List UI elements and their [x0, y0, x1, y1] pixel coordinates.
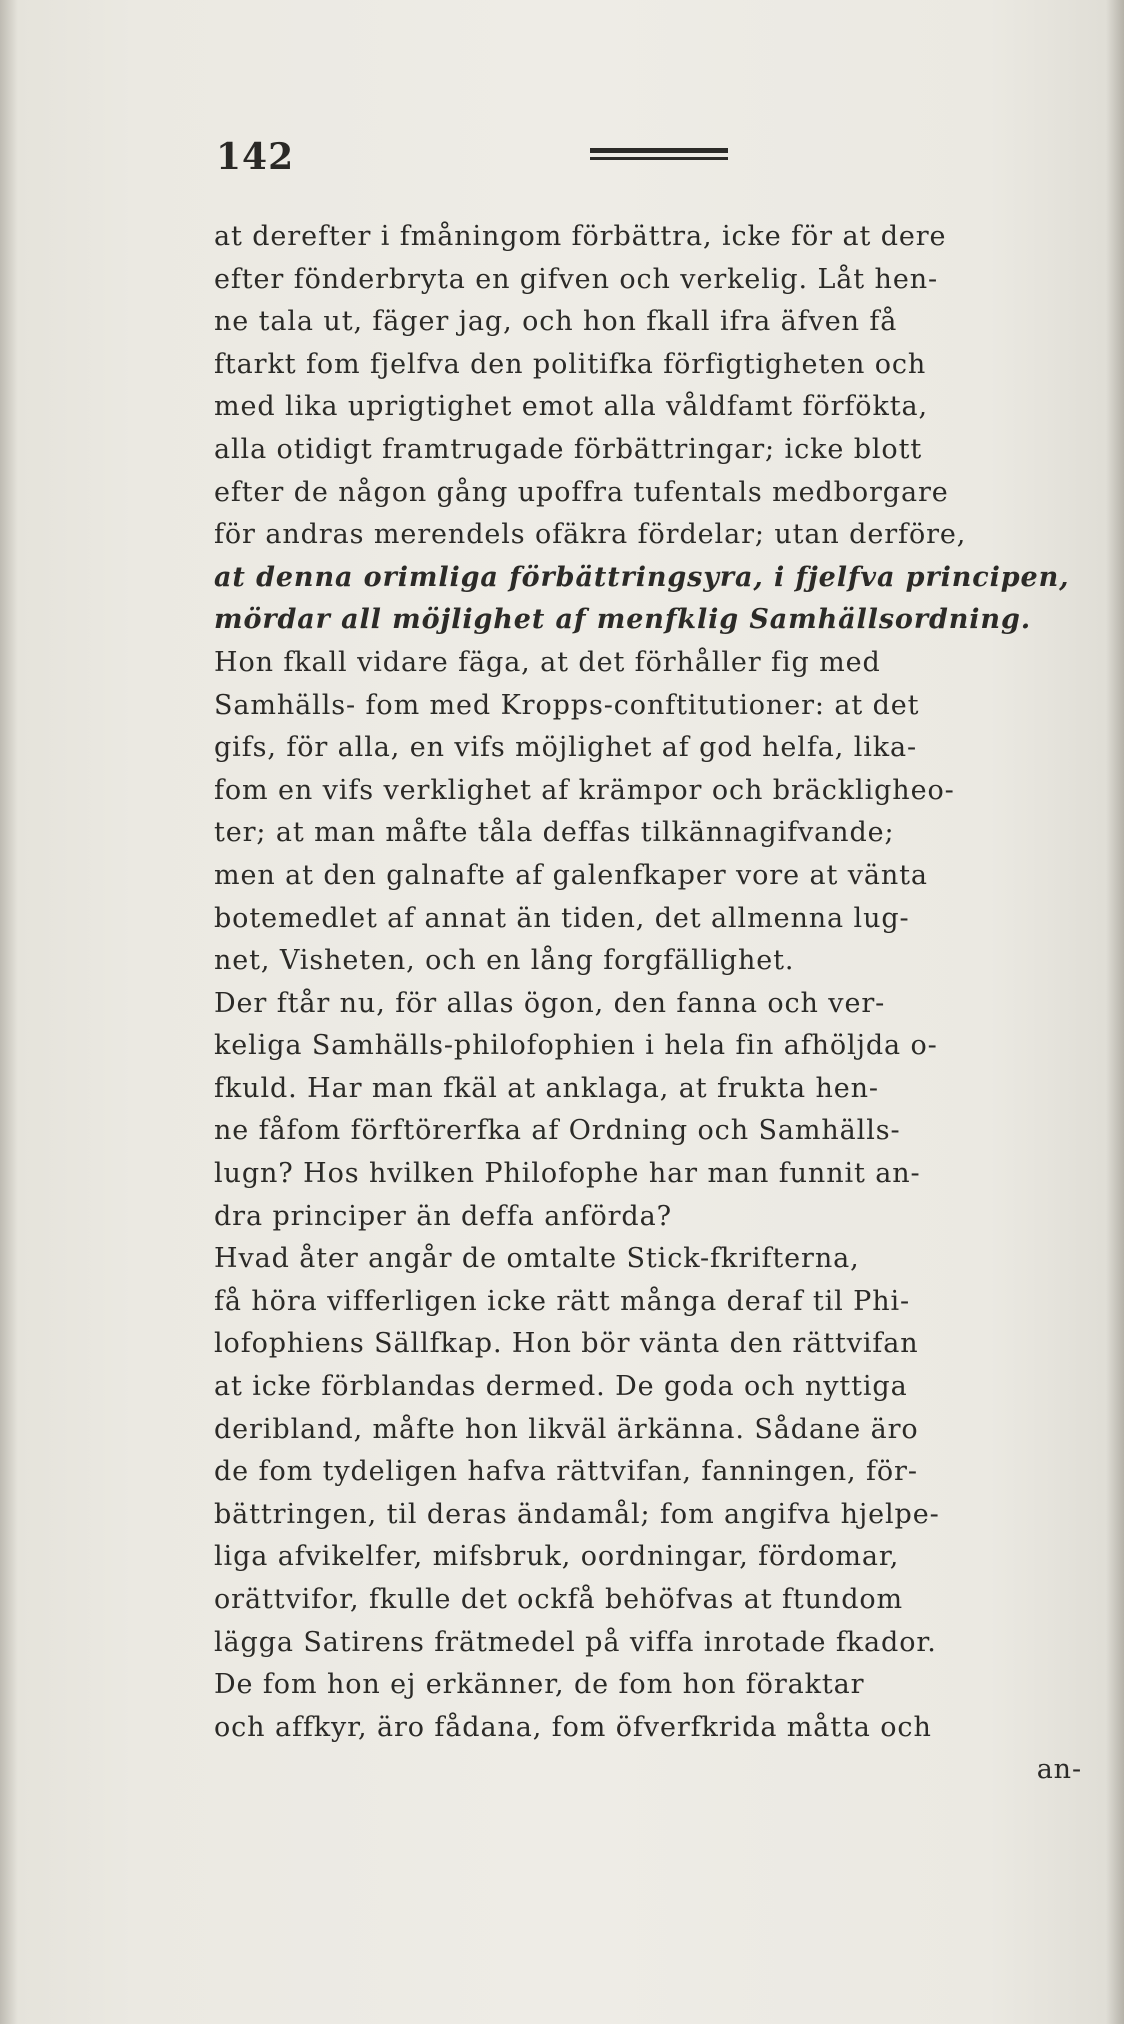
text-line: dra principer än deffa anförda?: [214, 1200, 672, 1232]
text-line: de fom tydeligen hafva rättvifan, fanningen, för-: [214, 1456, 918, 1488]
text-line: deribland, måfte hon likväl ärkänna. Sådane äro: [214, 1413, 919, 1445]
text-line: lägga Satirens frätmedel på viffa inrotade fkador.: [214, 1626, 937, 1658]
text-line: för andras merendels ofäkra fördelar; utan derföre,: [214, 519, 967, 551]
catchword: an-: [1036, 1754, 1082, 1786]
text-line-italic: at denna orimliga förbättringsyra, i fjelfva principen,: [214, 561, 1070, 593]
text-line: orättvifor, fkulle det ockfå behöfvas at ftundom: [214, 1584, 904, 1615]
text-line: Hvad åter angår de omtalte Stick-fkrifterna,: [214, 1243, 860, 1275]
text-line: fkuld. Har man fkäl at anklaga, at frukta hen-: [214, 1072, 879, 1104]
text-line: ne tala ut, fäger jag, och hon fkall ifra äfven få: [214, 306, 898, 338]
text-line: men at den galnafte af galenfkaper vore at vänta: [214, 859, 928, 891]
text-line: bättringen, til deras ändamål; fom angifva hjelpe-: [214, 1498, 940, 1530]
page-left-shadow: [0, 0, 18, 2024]
text-line: ftarkt fom fjelfva den politifka förfigtigheten och: [214, 348, 927, 380]
text-line: fom en vifs verklighet af krämpor och bräckligheo-: [214, 774, 955, 806]
page-right-shadow: [1106, 0, 1124, 2024]
text-line: Der ftår nu, för allas ögon, den fanna och ver-: [214, 987, 886, 1019]
text-line: lofophiens Sällfkap. Hon bör vänta den rättvifan: [214, 1328, 919, 1360]
text-line: at icke förblandas dermed. De goda och nyttiga: [214, 1371, 908, 1403]
text-line: net, Visheten, och en lång forgfällighet.: [214, 945, 795, 977]
text-line: efter fönderbryta en gifven och verkelig. Låt hen-: [214, 263, 939, 295]
text-line: Samhälls- fom med Kropps-conftitutioner: at det: [214, 689, 920, 721]
text-line: liga afvikelfer, mifsbruk, oordningar, fördomar,: [214, 1541, 900, 1573]
text-line: få höra vifferligen icke rätt många deraf til Phi-: [214, 1285, 911, 1317]
page-number: 142: [216, 136, 295, 178]
text-line: lugn? Hos hvilken Philofophe har man funnit an-: [214, 1158, 921, 1190]
text-line: efter de någon gång upoffra tufentals medborgare: [214, 476, 949, 508]
text-line: De fom hon ej erkänner, de fom hon föraktar: [214, 1669, 865, 1701]
text-line: med lika uprigtighet emot alla våldfamt förfökta,: [214, 391, 928, 423]
text-line: och affkyr, äro fådana, fom öfverfkrida måtta och: [214, 1711, 932, 1743]
text-line: ne fåfom förftörerfka af Ordning och Samhälls-: [214, 1115, 901, 1147]
text-line-italic: mördar all möjlighet af menfklig Samhällsordning.: [214, 604, 1032, 636]
text-line: ter; at man måfte tåla deffas tilkännagifvande;: [214, 817, 895, 849]
header-rule-thick: [590, 148, 728, 153]
text-line: keliga Samhälls-philofophien i hela fin afhöljda o-: [214, 1030, 938, 1062]
text-line: at derefter i fmåningom förbättra, icke för at dere: [214, 221, 947, 252]
text-line: alla otidigt framtrugade förbättringar; icke blott: [214, 433, 923, 465]
text-line: botemedlet af annat än tiden, det allmenna lug-: [214, 902, 910, 934]
text-line: gifs, för alla, en vifs möjlighet af god helfa, lika-: [214, 732, 918, 764]
header-rule-thin: [590, 157, 728, 160]
text-line: Hon fkall vidare fäga, at det förhåller fig med: [214, 646, 881, 678]
body-text: [214, 216, 1082, 1792]
header-rule: [590, 148, 728, 162]
